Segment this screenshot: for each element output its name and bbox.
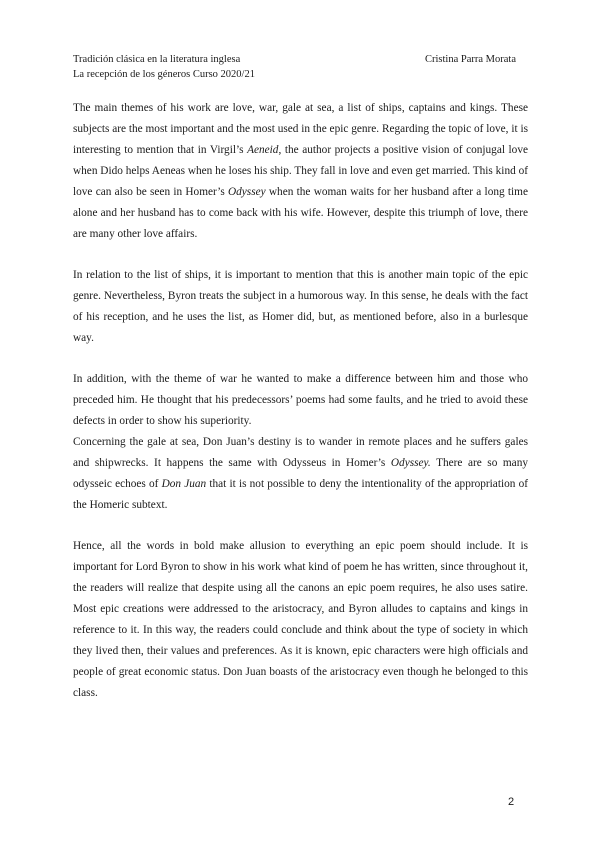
paragraph-themes <box>73 98 528 245</box>
italic-title: Aeneid <box>247 144 279 156</box>
text-run: There are so many odysseic echoes of <box>73 457 528 490</box>
page-number: 2 <box>508 796 515 808</box>
italic-title: Odyssey <box>227 186 266 198</box>
author-name: Cristina Parra Morata <box>425 54 516 65</box>
text-run: Concerning the gale at sea, Don Juan’s destiny is to wander in remote places and he suffers gales and shipwrecks. It happens the same with Odysseus in Homer’s <box>73 436 528 469</box>
course-subtitle: La recepción de los géneros Curso 2020/21 <box>73 69 255 80</box>
paragraph-ships <box>73 265 528 349</box>
text-run: when the woman waits for her husband after a long time alone and her husband has to come back with his wife. However, despite this triumph of love, there are many other love affairs. <box>73 186 528 240</box>
course-title: Tradición clásica en la literatura inglesa <box>73 54 241 65</box>
italic-title: Don Juan <box>161 478 207 490</box>
text-run: In relation to the list of ships, it is important to mention that this is another main topic of the epic genre. Nevertheless, Byron treats the subject in a humorous way. In this sense, he deals with the fact of his reception, and he uses the list, as Homer did, but, as mentioned before, also in a burlesque way. <box>73 269 528 344</box>
paragraph-gale <box>73 432 528 516</box>
text-run: that it is not possible to deny the intentionality of the appropriation of the Homeric subtext. <box>73 478 528 511</box>
text-run: The main themes of his work are love, war, gale at sea, a list of ships, captains and kings. These subjects are the most important and the most used in the epic genre. Regarding the topic of love, it is interesting to mention that in Virgil’s <box>73 102 528 156</box>
text-run: Hence, all the words in bold make allusion to everything an epic poem should include. It is important for Lord Byron to show in his work what kind of poem he has written, since throughout it, the readers will realize that despite using all the canons an epic poem requires, he also uses satire. Most epic creations were addressed to the aristocracy, and Byron alludes to captains and kings in reference to it. In this way, the readers could conclude and think about the type of society in which they lived then, their values and preferences. As it is known, epic characters were high officials and people of great economic status. Don Juan boasts of the aristocracy even though he belonged to this class. <box>73 540 528 699</box>
header-row <box>73 52 533 67</box>
page-header <box>73 52 533 82</box>
paragraph-war <box>73 369 528 432</box>
italic-title: Odyssey. <box>390 457 431 469</box>
document-body <box>73 98 528 704</box>
text-run: In addition, with the theme of war he wanted to make a difference between him and those who preceded him. He thought that his predecessors’ poems had some faults, and he tried to avoid these defects in order to show his superiority. <box>73 373 528 427</box>
paragraph-conclusion <box>73 536 528 704</box>
text-run: , the author projects a positive vision of conjugal love when Dido helps Aeneas when he loses his ship. They fall in love and even get married. This kind of love can also be seen in Homer’s <box>73 144 528 198</box>
